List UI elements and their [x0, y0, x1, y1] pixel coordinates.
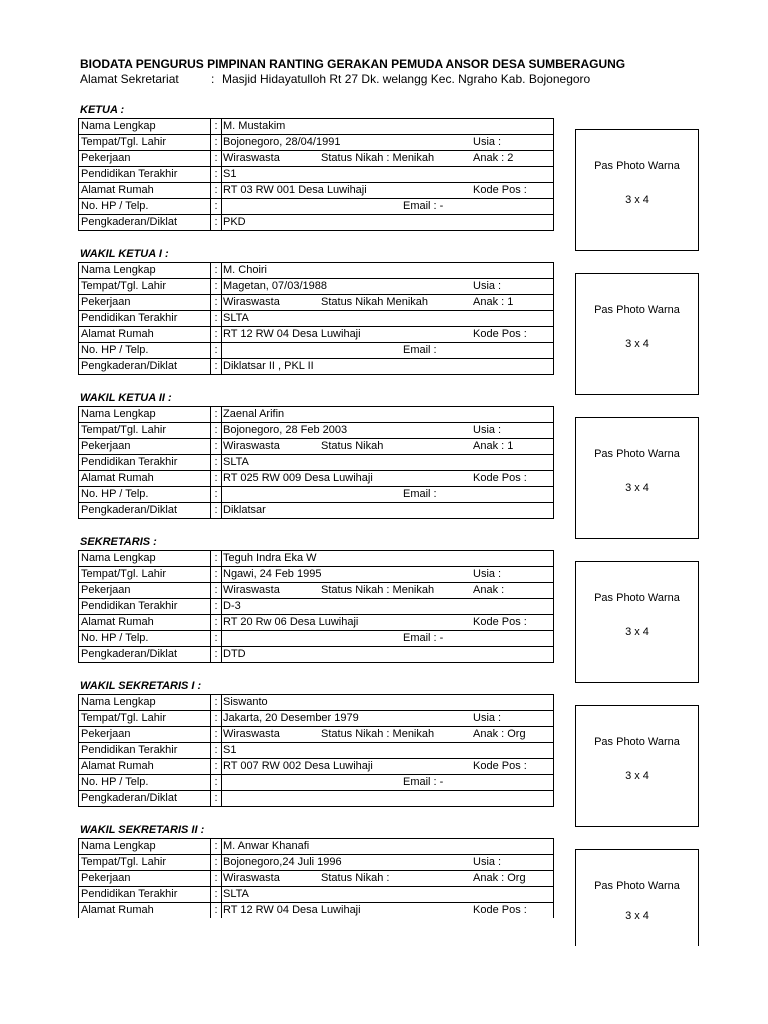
value-anak: Anak : 1 [473, 440, 514, 452]
section-title: WAKIL KETUA I : [80, 248, 169, 260]
label-diklat: Pengkaderan/Diklat [81, 216, 178, 228]
label-pekerjaan: Pekerjaan [81, 872, 131, 884]
colon-cell: : [210, 599, 222, 614]
value-alamat: RT 007 RW 002 Desa Luwihaji [223, 760, 373, 772]
label-hp: No. HP / Telp. [81, 632, 149, 644]
value-pekerjaan: Wiraswasta [223, 728, 280, 740]
value-usia: Usia : [473, 136, 502, 148]
row-nama [79, 695, 553, 711]
value-alamat: RT 12 RW 04 Desa Luwihaji [223, 904, 361, 916]
label-nama: Nama Lengkap [81, 264, 156, 276]
value-alamat: RT 12 RW 04 Desa Luwihaji [223, 328, 361, 340]
row-diklat [79, 359, 553, 375]
value-status-nikah: Status Nikah : Menikah [321, 152, 435, 164]
label-ttl: Tempat/Tgl. Lahir [81, 280, 166, 292]
photo-placeholder [575, 417, 699, 539]
value-ttl: Jakarta, 20 Desember 1979 [223, 712, 359, 724]
label-pendidikan: Pendidikan Terakhir [81, 168, 178, 180]
value-pendidikan: D-3 [223, 600, 241, 612]
biodata-table [78, 694, 554, 807]
value-pekerjaan: Wiraswasta [223, 872, 280, 884]
value-anak: Anak : Org [473, 728, 526, 740]
value-status-nikah: Status Nikah : [321, 872, 390, 884]
value-nama: M. Mustakim [223, 120, 286, 132]
value-pendidikan: SLTA [223, 312, 249, 324]
value-usia: Usia : [473, 712, 502, 724]
row-hp [79, 631, 553, 647]
label-hp: No. HP / Telp. [81, 776, 149, 788]
photo-size: 3 x 4 [625, 910, 649, 922]
row-alamat [79, 327, 553, 343]
row-hp [79, 487, 553, 503]
label-alamat: Alamat Rumah [81, 760, 154, 772]
value-nama: Zaenal Arifin [223, 408, 285, 420]
colon-cell: : [210, 295, 222, 310]
value-kode-pos: Kode Pos : [473, 616, 527, 628]
value-alamat: RT 20 Rw 06 Desa Luwihaji [223, 616, 359, 628]
value-anak: Anak : [473, 584, 505, 596]
colon-cell: : [210, 343, 222, 358]
colon-cell: : [210, 775, 222, 790]
row-pendidikan [79, 455, 553, 471]
address-colon: : [211, 72, 215, 86]
row-ttl [79, 279, 553, 295]
colon-cell: : [210, 439, 222, 454]
photo-caption: Pas Photo Warna [594, 592, 680, 604]
label-pekerjaan: Pekerjaan [81, 440, 131, 452]
value-status-nikah: Status Nikah [321, 440, 384, 452]
address-value: Masjid Hidayatulloh Rt 27 Dk. welangg Kec. Ngraho Kab. Bojonegoro [222, 72, 591, 86]
label-nama: Nama Lengkap [81, 408, 156, 420]
photo-caption: Pas Photo Warna [594, 880, 680, 892]
value-pekerjaan: Wiraswasta [223, 296, 280, 308]
section-title: WAKIL SEKRETARIS I : [80, 680, 202, 692]
photo-size: 3 x 4 [625, 194, 649, 206]
label-ttl: Tempat/Tgl. Lahir [81, 712, 166, 724]
label-nama: Nama Lengkap [81, 840, 156, 852]
colon-cell: : [210, 711, 222, 726]
label-diklat: Pengkaderan/Diklat [81, 504, 178, 516]
row-diklat [79, 647, 553, 663]
label-hp: No. HP / Telp. [81, 200, 149, 212]
biodata-table [78, 262, 554, 375]
row-ttl [79, 423, 553, 439]
value-status-nikah: Status Nikah Menikah [321, 296, 428, 308]
row-alamat [79, 183, 553, 199]
photo-size: 3 x 4 [625, 338, 649, 350]
row-nama [79, 407, 553, 423]
member-section-wakil-sekretaris-2 [78, 823, 698, 922]
member-section-ketua [78, 103, 698, 228]
value-pekerjaan: Wiraswasta [223, 440, 280, 452]
colon-cell: : [210, 487, 222, 502]
value-email: Email : - [403, 776, 444, 788]
colon-cell: : [210, 791, 222, 806]
biodata-table [78, 838, 554, 918]
value-pendidikan: SLTA [223, 456, 249, 468]
value-status-nikah: Status Nikah : Menikah [321, 728, 435, 740]
photo-size: 3 x 4 [625, 482, 649, 494]
colon-cell: : [210, 727, 222, 742]
member-section-wakil-sekretaris-1 [78, 679, 698, 804]
row-nama [79, 119, 553, 135]
section-title: KETUA : [80, 104, 125, 116]
row-pekerjaan [79, 871, 553, 887]
value-diklat: Diklatsar [223, 504, 266, 516]
colon-cell: : [210, 151, 222, 166]
label-nama: Nama Lengkap [81, 696, 156, 708]
label-pekerjaan: Pekerjaan [81, 728, 131, 740]
value-usia: Usia : [473, 424, 502, 436]
label-pendidikan: Pendidikan Terakhir [81, 312, 178, 324]
label-pekerjaan: Pekerjaan [81, 296, 131, 308]
label-nama: Nama Lengkap [81, 552, 156, 564]
row-pekerjaan [79, 439, 553, 455]
row-alamat [79, 471, 553, 487]
colon-cell: : [210, 407, 222, 422]
label-pendidikan: Pendidikan Terakhir [81, 744, 178, 756]
value-alamat: RT 03 RW 001 Desa Luwihaji [223, 184, 367, 196]
colon-cell: : [210, 199, 222, 214]
label-diklat: Pengkaderan/Diklat [81, 648, 178, 660]
colon-cell: : [210, 183, 222, 198]
row-pekerjaan [79, 583, 553, 599]
address-label: Alamat Sekretariat [80, 72, 179, 86]
value-pendidikan: S1 [223, 168, 237, 180]
row-ttl [79, 711, 553, 727]
row-nama [79, 839, 553, 855]
colon-cell: : [210, 135, 222, 150]
photo-caption: Pas Photo Warna [594, 736, 680, 748]
photo-caption: Pas Photo Warna [594, 160, 680, 172]
value-ttl: Bojonegoro,24 Juli 1996 [223, 856, 342, 868]
section-title: WAKIL SEKRETARIS II : [80, 824, 205, 836]
row-pekerjaan [79, 727, 553, 743]
colon-cell: : [210, 215, 222, 230]
colon-cell: : [210, 583, 222, 598]
value-email: Email : [403, 488, 437, 500]
section-title: SEKRETARIS : [80, 536, 157, 548]
value-nama: M. Anwar Khanafi [223, 840, 310, 852]
member-section-sekretaris [78, 535, 698, 660]
value-status-nikah: Status Nikah : Menikah [321, 584, 435, 596]
biodata-table [78, 406, 554, 519]
label-pendidikan: Pendidikan Terakhir [81, 600, 178, 612]
row-pendidikan [79, 167, 553, 183]
colon-cell: : [210, 871, 222, 886]
label-pendidikan: Pendidikan Terakhir [81, 888, 178, 900]
value-ttl: Bojonegoro, 28/04/1991 [223, 136, 341, 148]
label-ttl: Tempat/Tgl. Lahir [81, 424, 166, 436]
value-nama: M. Choiri [223, 264, 268, 276]
value-alamat: RT 025 RW 009 Desa Luwihaji [223, 472, 373, 484]
row-nama [79, 263, 553, 279]
label-hp: No. HP / Telp. [81, 488, 149, 500]
row-pendidikan [79, 743, 553, 759]
value-diklat: Diklatsar II , PKL II [223, 360, 314, 372]
value-kode-pos: Kode Pos : [473, 760, 527, 772]
value-pekerjaan: Wiraswasta [223, 152, 280, 164]
value-ttl: Bojonegoro, 28 Feb 2003 [223, 424, 348, 436]
colon-cell: : [210, 647, 222, 662]
colon-cell: : [210, 759, 222, 774]
value-usia: Usia : [473, 568, 502, 580]
row-ttl [79, 567, 553, 583]
photo-caption: Pas Photo Warna [594, 304, 680, 316]
row-alamat [79, 615, 553, 631]
value-nama: Siswanto [223, 696, 268, 708]
value-kode-pos: Kode Pos : [473, 904, 527, 916]
value-email: Email : - [403, 200, 444, 212]
colon-cell: : [210, 743, 222, 758]
value-ttl: Ngawi, 24 Feb 1995 [223, 568, 322, 580]
label-ttl: Tempat/Tgl. Lahir [81, 568, 166, 580]
biodata-table [78, 118, 554, 231]
label-alamat: Alamat Rumah [81, 472, 154, 484]
colon-cell: : [210, 167, 222, 182]
row-pekerjaan [79, 151, 553, 167]
value-kode-pos: Kode Pos : [473, 328, 527, 340]
colon-cell: : [210, 263, 222, 278]
row-pendidikan [79, 311, 553, 327]
secretariat-address [80, 72, 590, 86]
row-pekerjaan [79, 295, 553, 311]
label-pekerjaan: Pekerjaan [81, 584, 131, 596]
value-nama: Teguh Indra Eka W [223, 552, 317, 564]
member-section-wakil-ketua-1 [78, 247, 698, 372]
row-alamat [79, 903, 553, 918]
photo-placeholder [575, 129, 699, 251]
page-title: BIODATA PENGURUS PIMPINAN RANTING GERAKAN PEMUDA ANSOR DESA SUMBERAGUNG [80, 57, 626, 71]
value-kode-pos: Kode Pos : [473, 472, 527, 484]
colon-cell: : [210, 631, 222, 646]
colon-cell: : [210, 903, 222, 918]
value-anak: Anak : 2 [473, 152, 514, 164]
photo-size: 3 x 4 [625, 626, 649, 638]
row-hp [79, 199, 553, 215]
value-pendidikan: S1 [223, 744, 237, 756]
row-ttl [79, 135, 553, 151]
value-kode-pos: Kode Pos : [473, 184, 527, 196]
photo-caption: Pas Photo Warna [594, 448, 680, 460]
value-anak: Anak : 1 [473, 296, 514, 308]
colon-cell: : [210, 279, 222, 294]
label-pekerjaan: Pekerjaan [81, 152, 131, 164]
photo-placeholder [575, 705, 699, 827]
row-hp [79, 343, 553, 359]
section-title: WAKIL KETUA II : [80, 392, 172, 404]
row-pendidikan [79, 599, 553, 615]
colon-cell: : [210, 455, 222, 470]
colon-cell: : [210, 567, 222, 582]
label-alamat: Alamat Rumah [81, 616, 154, 628]
colon-cell: : [210, 839, 222, 854]
label-hp: No. HP / Telp. [81, 344, 149, 356]
label-ttl: Tempat/Tgl. Lahir [81, 856, 166, 868]
value-email: Email : - [403, 632, 444, 644]
colon-cell: : [210, 551, 222, 566]
value-diklat: DTD [223, 648, 246, 660]
colon-cell: : [210, 855, 222, 870]
value-ttl: Magetan, 07/03/1988 [223, 280, 327, 292]
label-ttl: Tempat/Tgl. Lahir [81, 136, 166, 148]
label-diklat: Pengkaderan/Diklat [81, 360, 178, 372]
label-pendidikan: Pendidikan Terakhir [81, 456, 178, 468]
colon-cell: : [210, 695, 222, 710]
row-diklat [79, 791, 553, 807]
photo-placeholder [575, 273, 699, 395]
value-usia: Usia : [473, 280, 502, 292]
colon-cell: : [210, 423, 222, 438]
colon-cell: : [210, 503, 222, 518]
label-diklat: Pengkaderan/Diklat [81, 792, 178, 804]
label-nama: Nama Lengkap [81, 120, 156, 132]
colon-cell: : [210, 327, 222, 342]
row-nama [79, 551, 553, 567]
row-alamat [79, 759, 553, 775]
biodata-table [78, 550, 554, 663]
row-diklat [79, 503, 553, 519]
colon-cell: : [210, 615, 222, 630]
value-usia: Usia : [473, 856, 502, 868]
row-pendidikan [79, 887, 553, 903]
label-alamat: Alamat Rumah [81, 328, 154, 340]
photo-placeholder [575, 849, 699, 946]
row-ttl [79, 855, 553, 871]
colon-cell: : [210, 471, 222, 486]
label-alamat: Alamat Rumah [81, 904, 154, 916]
photo-size: 3 x 4 [625, 770, 649, 782]
label-alamat: Alamat Rumah [81, 184, 154, 196]
colon-cell: : [210, 119, 222, 134]
value-pendidikan: SLTA [223, 888, 249, 900]
value-email: Email : [403, 344, 437, 356]
member-section-wakil-ketua-2 [78, 391, 698, 516]
photo-placeholder [575, 561, 699, 683]
colon-cell: : [210, 359, 222, 374]
value-diklat: PKD [223, 216, 246, 228]
row-hp [79, 775, 553, 791]
colon-cell: : [210, 887, 222, 902]
value-pekerjaan: Wiraswasta [223, 584, 280, 596]
row-diklat [79, 215, 553, 231]
value-anak: Anak : Org [473, 872, 526, 884]
colon-cell: : [210, 311, 222, 326]
